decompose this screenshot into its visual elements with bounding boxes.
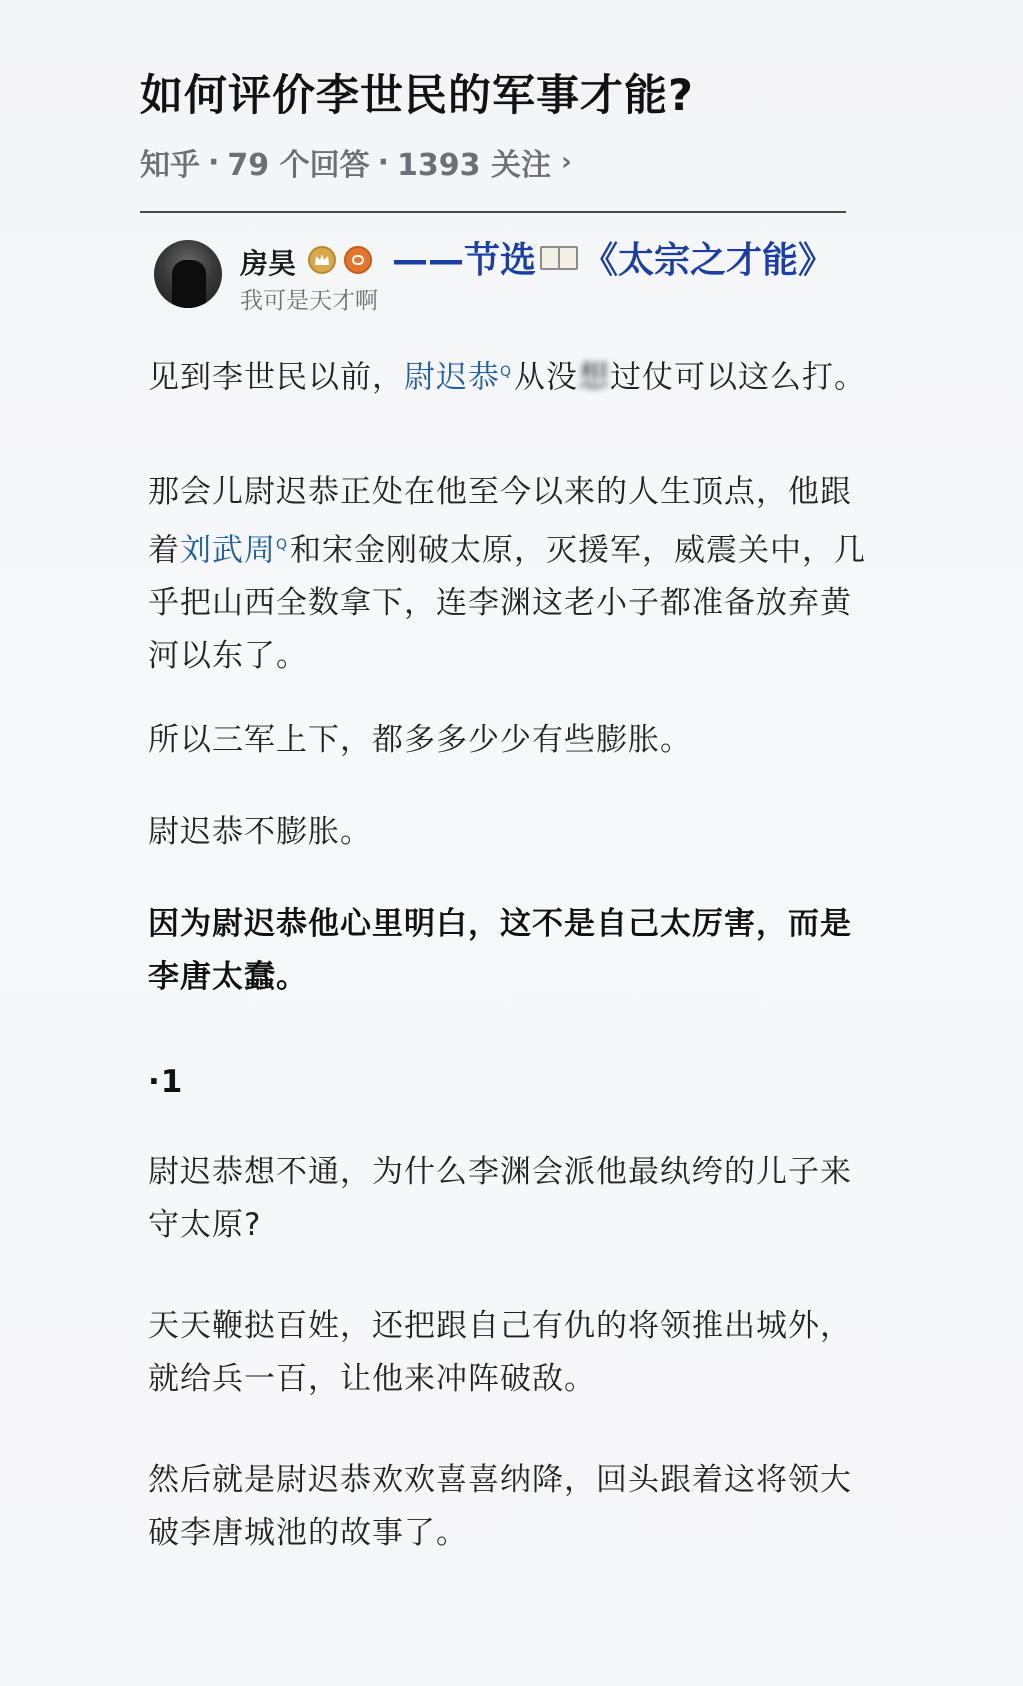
author-header	[154, 240, 854, 320]
avatar-figure	[172, 260, 206, 308]
author-name[interactable]: 房昊	[240, 247, 297, 280]
excerpt-prefix: ——节选	[392, 240, 537, 281]
crown-badge-icon	[308, 246, 336, 274]
paragraph-text: 那会儿尉迟恭正处在他至今以来的人生顶点，他跟着	[148, 474, 852, 569]
paragraph-bold: 因为尉迟恭他心里明白，这不是自己太厉害，而是李唐太蠢。	[148, 906, 852, 995]
paragraph	[148, 466, 868, 683]
keyword-link[interactable]: 刘武周	[180, 532, 276, 569]
paragraph-text: 从没	[514, 359, 579, 396]
blurred-text: 想	[578, 359, 611, 396]
meta-separator: ·	[208, 144, 220, 180]
paragraph: 然后就是尉迟恭欢欢喜喜纳降，回头跟着这将领大破李唐城池的故事了。	[148, 1462, 852, 1551]
author-bio: 我可是天才啊	[240, 288, 378, 314]
meta-separator: ·	[377, 144, 390, 180]
divider	[140, 211, 846, 213]
book-icon	[540, 246, 578, 270]
keyword-link[interactable]: 尉迟恭	[404, 359, 500, 396]
source-label: 知乎	[140, 148, 200, 183]
paragraph-text: 见到李世民以前，	[148, 359, 404, 396]
eye-badge-icon	[344, 246, 372, 274]
paragraph	[148, 346, 868, 404]
paragraph: 所以三军上下，都多多少少有些膨胀。	[148, 722, 692, 758]
chevron-right-icon[interactable]: ›	[560, 147, 572, 177]
excerpt-title: 《太宗之才能》	[582, 240, 835, 281]
section-number: ·1	[148, 1064, 184, 1100]
paragraph-text: 和宋金刚破太原，灭援军，威震关中，几乎把山西全数拿下，连李渊这老小子都准备放弃黄河以东了。	[148, 532, 867, 675]
paragraph: 天天鞭挞百姓，还把跟自己有仇的将领推出城外，就给兵一百，让他来冲阵破敌。	[148, 1308, 852, 1397]
avatar[interactable]	[154, 240, 222, 308]
paragraph: 尉迟恭想不通，为什么李渊会派他最纨绔的儿子来守太原?	[148, 1154, 852, 1243]
follow-count: 1393 关注	[397, 148, 551, 183]
excerpt-caption	[392, 232, 834, 283]
question-title[interactable]: 如何评价李世民的军事才能?	[140, 71, 694, 121]
question-meta[interactable]	[140, 140, 572, 184]
paragraph: 尉迟恭不膨胀。	[148, 814, 372, 850]
search-icon[interactable]: Q	[276, 537, 289, 553]
paragraph-text: 过仗可以这么打。	[610, 359, 867, 396]
search-icon[interactable]: Q	[500, 364, 513, 380]
answer-count: 79 个回答	[227, 148, 370, 183]
